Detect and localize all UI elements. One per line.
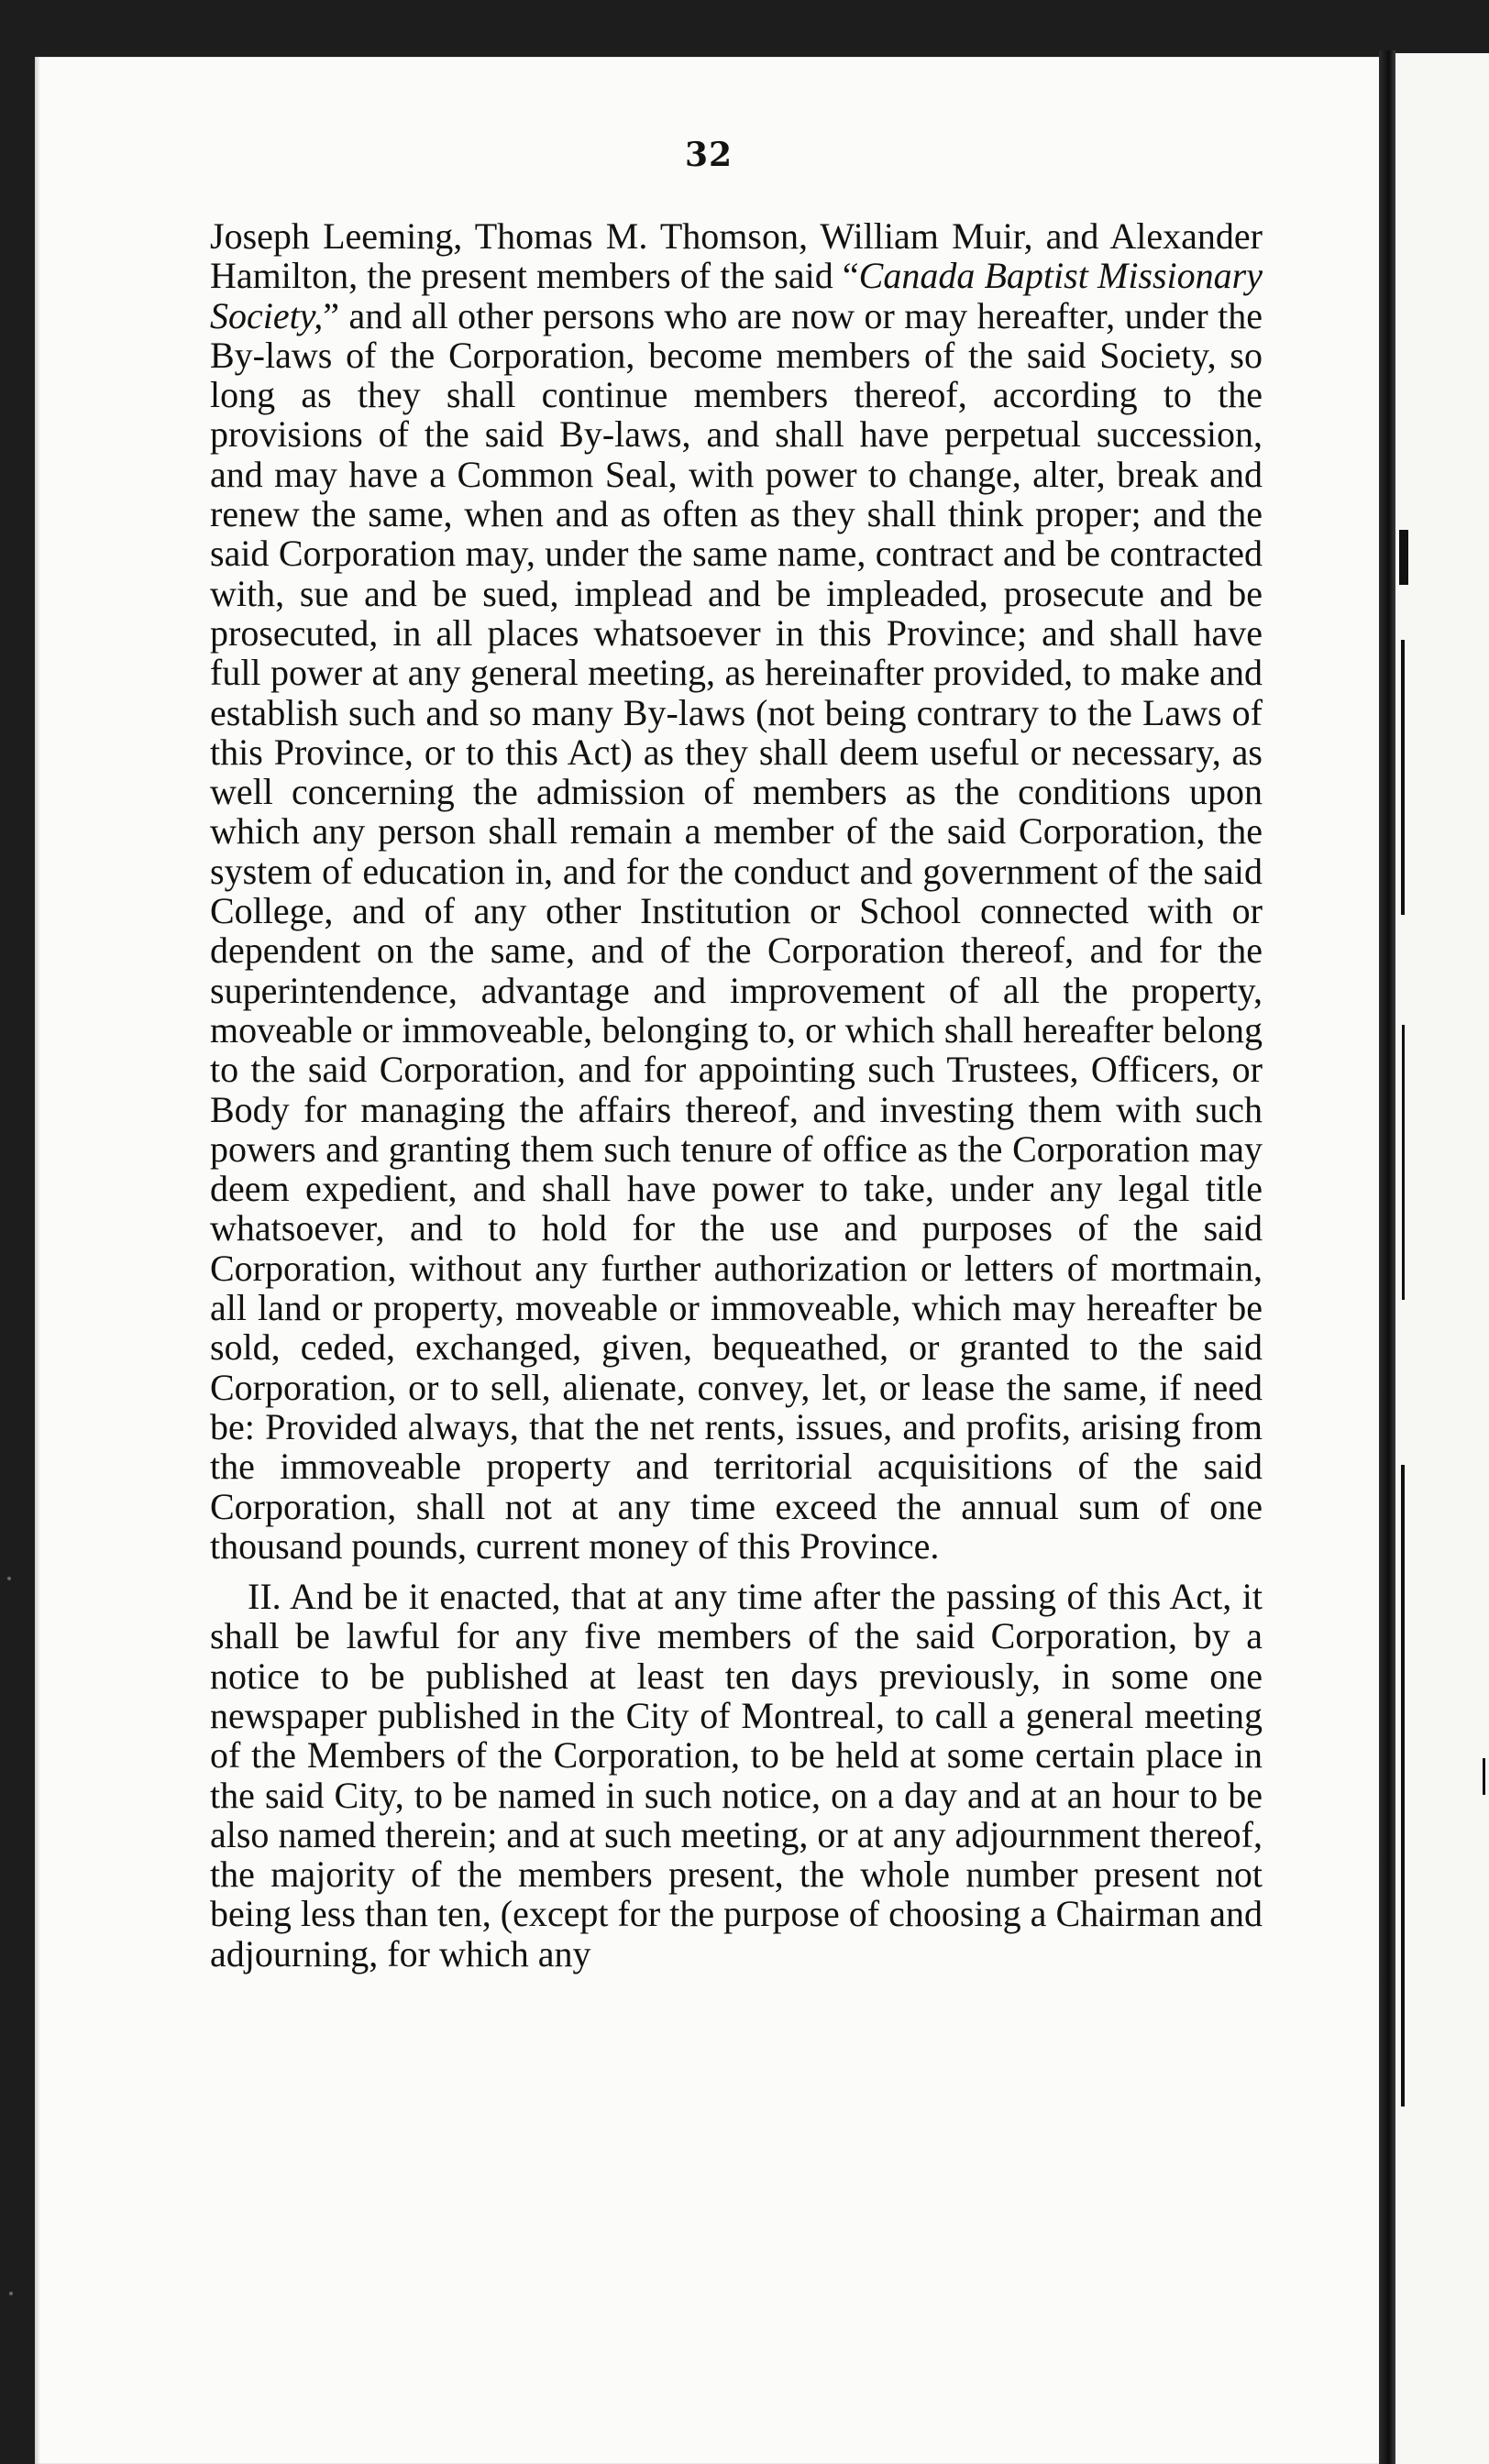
- paper-speck: [7, 1577, 11, 1580]
- book-page: [35, 57, 1383, 2464]
- bleed-through-mark: [1402, 1025, 1405, 1300]
- bleed-through-mark: [1483, 1758, 1485, 1795]
- page-number: 32: [684, 136, 733, 174]
- paragraph-1-text-start: Joseph Leeming, Thomas M. Thomson, William Muir, and Alexander Hamilton, the present members of the said “: [210, 215, 1263, 297]
- bleed-through-mark: [1401, 640, 1405, 915]
- book-spine-gutter: [1379, 50, 1395, 2464]
- paragraph-1-text-end: ” and all other persons who are now or may hereafter, under the By-laws of the Corporation, become members of the said Society, so long as they shall continue members thereof, according to the provisions of the said By-laws, and shall have perpetual succession, and may have a Common Seal, with power to change, alter, break and renew the same, when and as often as they shall think proper; and the said Corporation may, under the same name, contract and be contracted with, sue and be sued, implead and be impleaded, prosecute and be prosecuted, in all places whatsoever in this Province; and shall have full power at any general meeting, as hereinafter provided, to make and establish such and so many By-laws (not being contrary to the Laws of this Province, or to this Act) as they shall deem useful or necessary, as well concerning the admission of members as the conditions upon which any person shall remain a member of the said Corporation, the system of education in, and for the conduct and government of the said College, and of any other Institution or School connected with or dependent on the same, and of the Corporation thereof, and for the superintendence, advantage and improvement of all the property, moveable or immoveable, belonging to, or which shall hereafter belong to the said Corporation, and for appointing such Trustees, Officers, or Body for managing the affairs thereof, and investing them with such powers and granting them such tenure of office as the Corporation may deem expedient, and shall have power to take, under any legal title whatsoever, and to hold for the use and purposes of the said Corporation, without any further authorization or letters of mortmain, all land or property, moveable or immoveable, which may hereafter be sold, ceded, exchanged, given, bequeathed, or granted to the said Corporation, or to sell, alienate, convey, let, or lease the same, if need be: Provided always, that the net rents, issues, and profits, arising from the immoveable property and territorial acquisitions of the said Corporation, shall not at any time exceed the annual sum of one thousand pounds, current money of this Province.: [210, 294, 1263, 1567]
- society-name-italic: Canada Baptist Missionary Society,: [210, 255, 1263, 336]
- page-body: [210, 216, 1263, 1974]
- paragraph-continuation: [210, 216, 1263, 1566]
- paragraph-section-ii: II. And be it enacted, that at any time after the passing of this Act, it shall be lawful for any five members of the said Corporation, by a notice to be published at least ten days previously, in some one newspaper published in the City of Montreal, to call a general meeting of the Members of the Corporation, to be held at some certain place in the said City, to be named in such notice, on a day and at an hour to be also named therein; and at such meeting, or at any adjournment thereof, the majority of the members present, the whole number present not being less than ten, (except for the purpose of choosing a Chairman and adjourning, for which any: [210, 1576, 1263, 1974]
- paper-speck: [9, 2292, 13, 2295]
- bleed-through-mark: [1399, 530, 1408, 585]
- facing-page-edge: [1395, 53, 1489, 2464]
- bleed-through-mark: [1401, 1465, 1405, 2106]
- page-edge-shadow: [35, 57, 40, 2464]
